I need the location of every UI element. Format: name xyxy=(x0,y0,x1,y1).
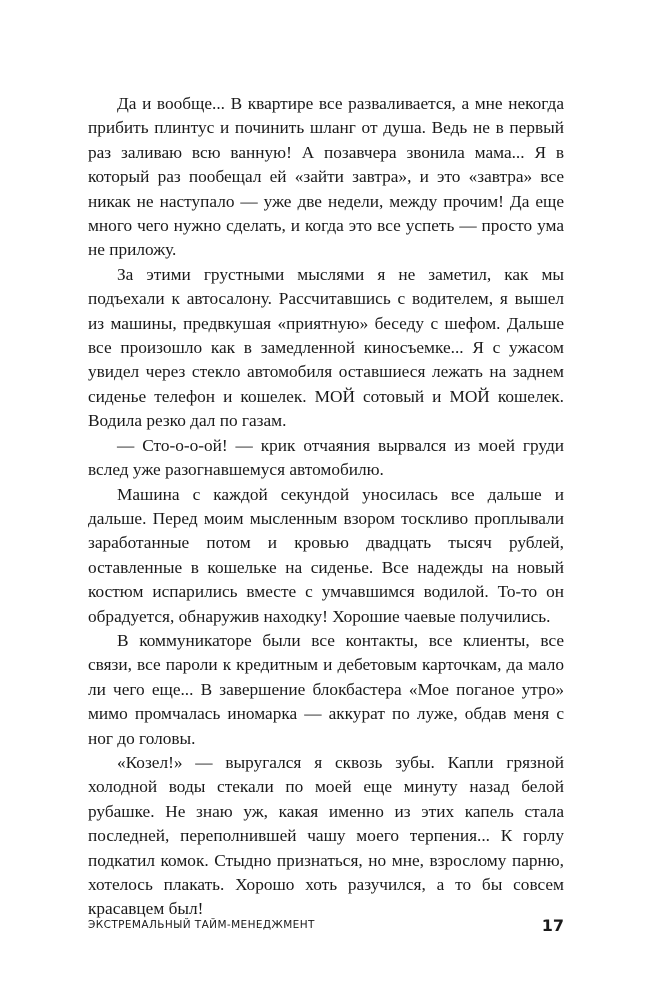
paragraph-2: За этими грустными мыслями я не заметил, как мы подъехали к автосалону. Рассчитавшись с водителем, я вышел из машины, предвкушая «приятную» беседу с шефом. Дальше все произошло как в замедленной киносъемке... Я с ужасом увидел через стекло автомобиля оставшиеся лежать на заднем сиденье телефон и кошелек. МОЙ сотовый и МОЙ кошелек. Водила резко дал по газам. xyxy=(88,264,564,431)
running-title: ЭКСТРЕМАЛЬНЫЙ ТАЙМ-МЕНЕДЖМЕНТ xyxy=(88,919,315,931)
paragraph-3: — Сто-о-о-ой! — крик отчаяния вырвался из моей груди вслед уже разогнавшемуся автомобилю. xyxy=(88,435,564,480)
paragraph-5: В коммуникаторе были все контакты, все клиенты, все связи, все пароли к кредитным и дебетовым карточкам, да мало ли чего еще... В завершение блокбастера «Мое поганое утро» мимо промчалась иномарка — аккурат по луже, обдав меня с ног до головы. xyxy=(88,630,564,748)
paragraph-4: Машина с каждой секундой уносилась все дальше и дальше. Перед моим мысленным взором тоскливо проплывали заработанные потом и кровью двадцать тысяч рублей, оставленные в кошельке на сиденье. Все надежды на новый костюм испарились вместе с умчавшимся водилой. То-то он обрадуется, обнаружив находку! Хорошие чаевые получились. xyxy=(88,484,564,626)
page-number: 17 xyxy=(541,916,564,935)
paragraph-6: «Козел!» — выругался я сквозь зубы. Капли грязной холодной воды стекали по моей еще минуту назад белой рубашке. Не знаю уж, какая именно из этих капель стала последней, переполнившей чашу моего терпения... К горлу подкатил комок. Стыдно признаться, но мне, взрослому парню, хотелось плакать. Хорошо хоть разучился, а то бы совсем красавцем был! xyxy=(88,752,564,919)
paragraph-1: Да и вообще... В квартире все разваливается, а мне некогда прибить плинтус и починить шланг от душа. Ведь не в первый раз заливаю всю ванную! А позавчера звонила мама... Я в который раз пообещал ей «зайти завтра», и это «завтра» все никак не наступало — уже две недели, между прочим! Да еще много чего нужно сделать, и когда это все успеть — просто ума не приложу. xyxy=(88,94,564,260)
page-body xyxy=(88,92,564,922)
page-footer xyxy=(88,916,564,938)
